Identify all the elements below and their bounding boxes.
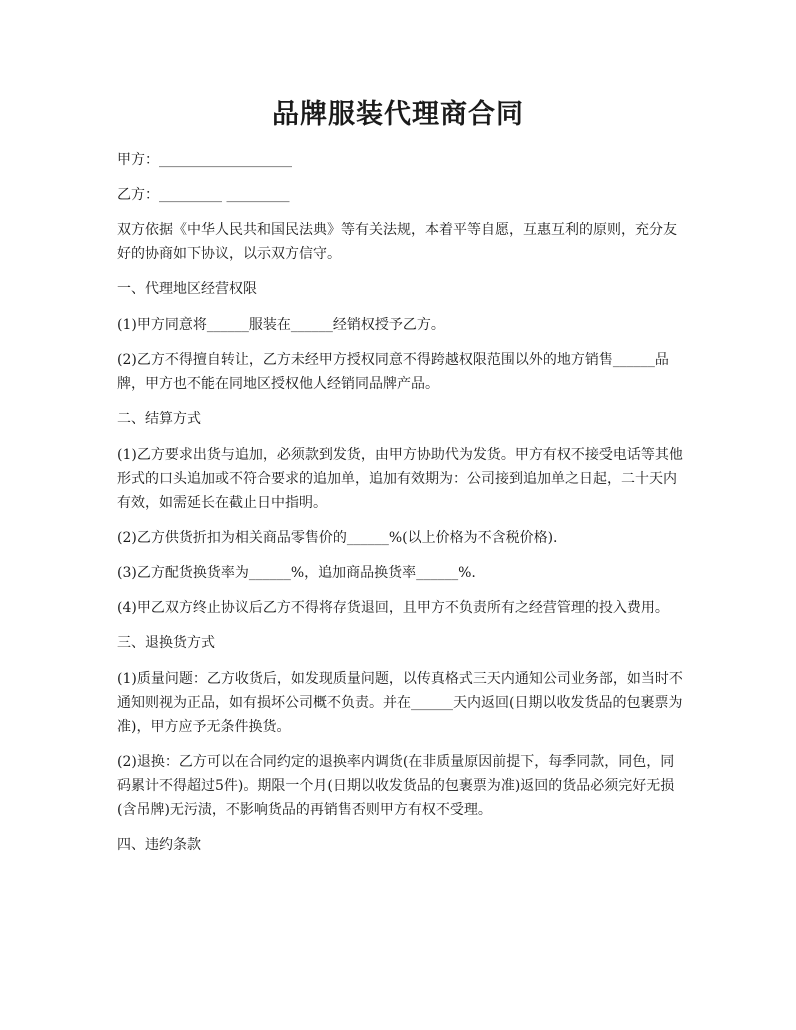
section-heading: 一、代理地区经营权限 (117, 281, 257, 297)
section-heading: 三、退换货方式 (117, 635, 215, 651)
intro-paragraph: 双方依据《中华人民共和国民法典》等有关法规，本着平等自愿，互惠互利的原则，充分友好的协商如下协议，以示双方信守。 (117, 222, 677, 262)
party-b-line: 乙方：_________ _________ (117, 187, 290, 203)
clause-paragraph: (1)甲方同意将______服装在______经销权授予乙方。 (117, 317, 445, 333)
party-a-line: 甲方：___________________ (117, 152, 292, 168)
clause-paragraph: (1)乙方要求出货与追加，必须款到发货，由甲方协助代为发货。甲方有权不接受电话等其他形式的口头追加或不符合要求的追加单，追加有效期为：公司接到追加单之日起，二十天内有效，如需延长在截止日中指明。 (117, 447, 683, 511)
document-body (117, 148, 685, 869)
clause-paragraph: (2)退换：乙方可以在合同约定的退换率内调货(在非质量原因前提下，每季同款，同色，同码累计不得超过5件)。期限一个月(日期以收发货品的包裹票为准)返回的货品必须完好无损(含吊牌)无污渍，不影响货品的再销售否则甲方有权不受理。 (117, 754, 675, 818)
section-heading: 二、结算方式 (117, 411, 201, 427)
clause-paragraph: (3)乙方配货换货率为______%，追加商品换货率______%. (117, 565, 476, 581)
section-heading: 四、违约条款 (117, 837, 201, 853)
document-title: 品牌服装代理商合同 (272, 99, 524, 130)
clause-paragraph: (1)质量问题：乙方收货后，如发现质量问题，以传真格式三天内通知公司业务部，如当时不通知则视为正品，如有损坏公司概不负责。并在______天内返回(日期以收发货品的包裹票为准)，甲方应予无条件换货。 (117, 671, 683, 735)
clause-paragraph: (4)甲乙双方终止协议后乙方不得将存货退回，且甲方不负责所有之经营管理的投入费用。 (117, 600, 669, 616)
clause-paragraph: (2)乙方不得擅自转让，乙方未经甲方授权同意不得跨越权限范围以外的地方销售______品牌，甲方也不能在同地区授权他人经销同品牌产品。 (117, 352, 669, 392)
clause-paragraph: (2)乙方供货折扣为相关商品零售价的______%(以上价格为不含税价格). (117, 530, 558, 546)
